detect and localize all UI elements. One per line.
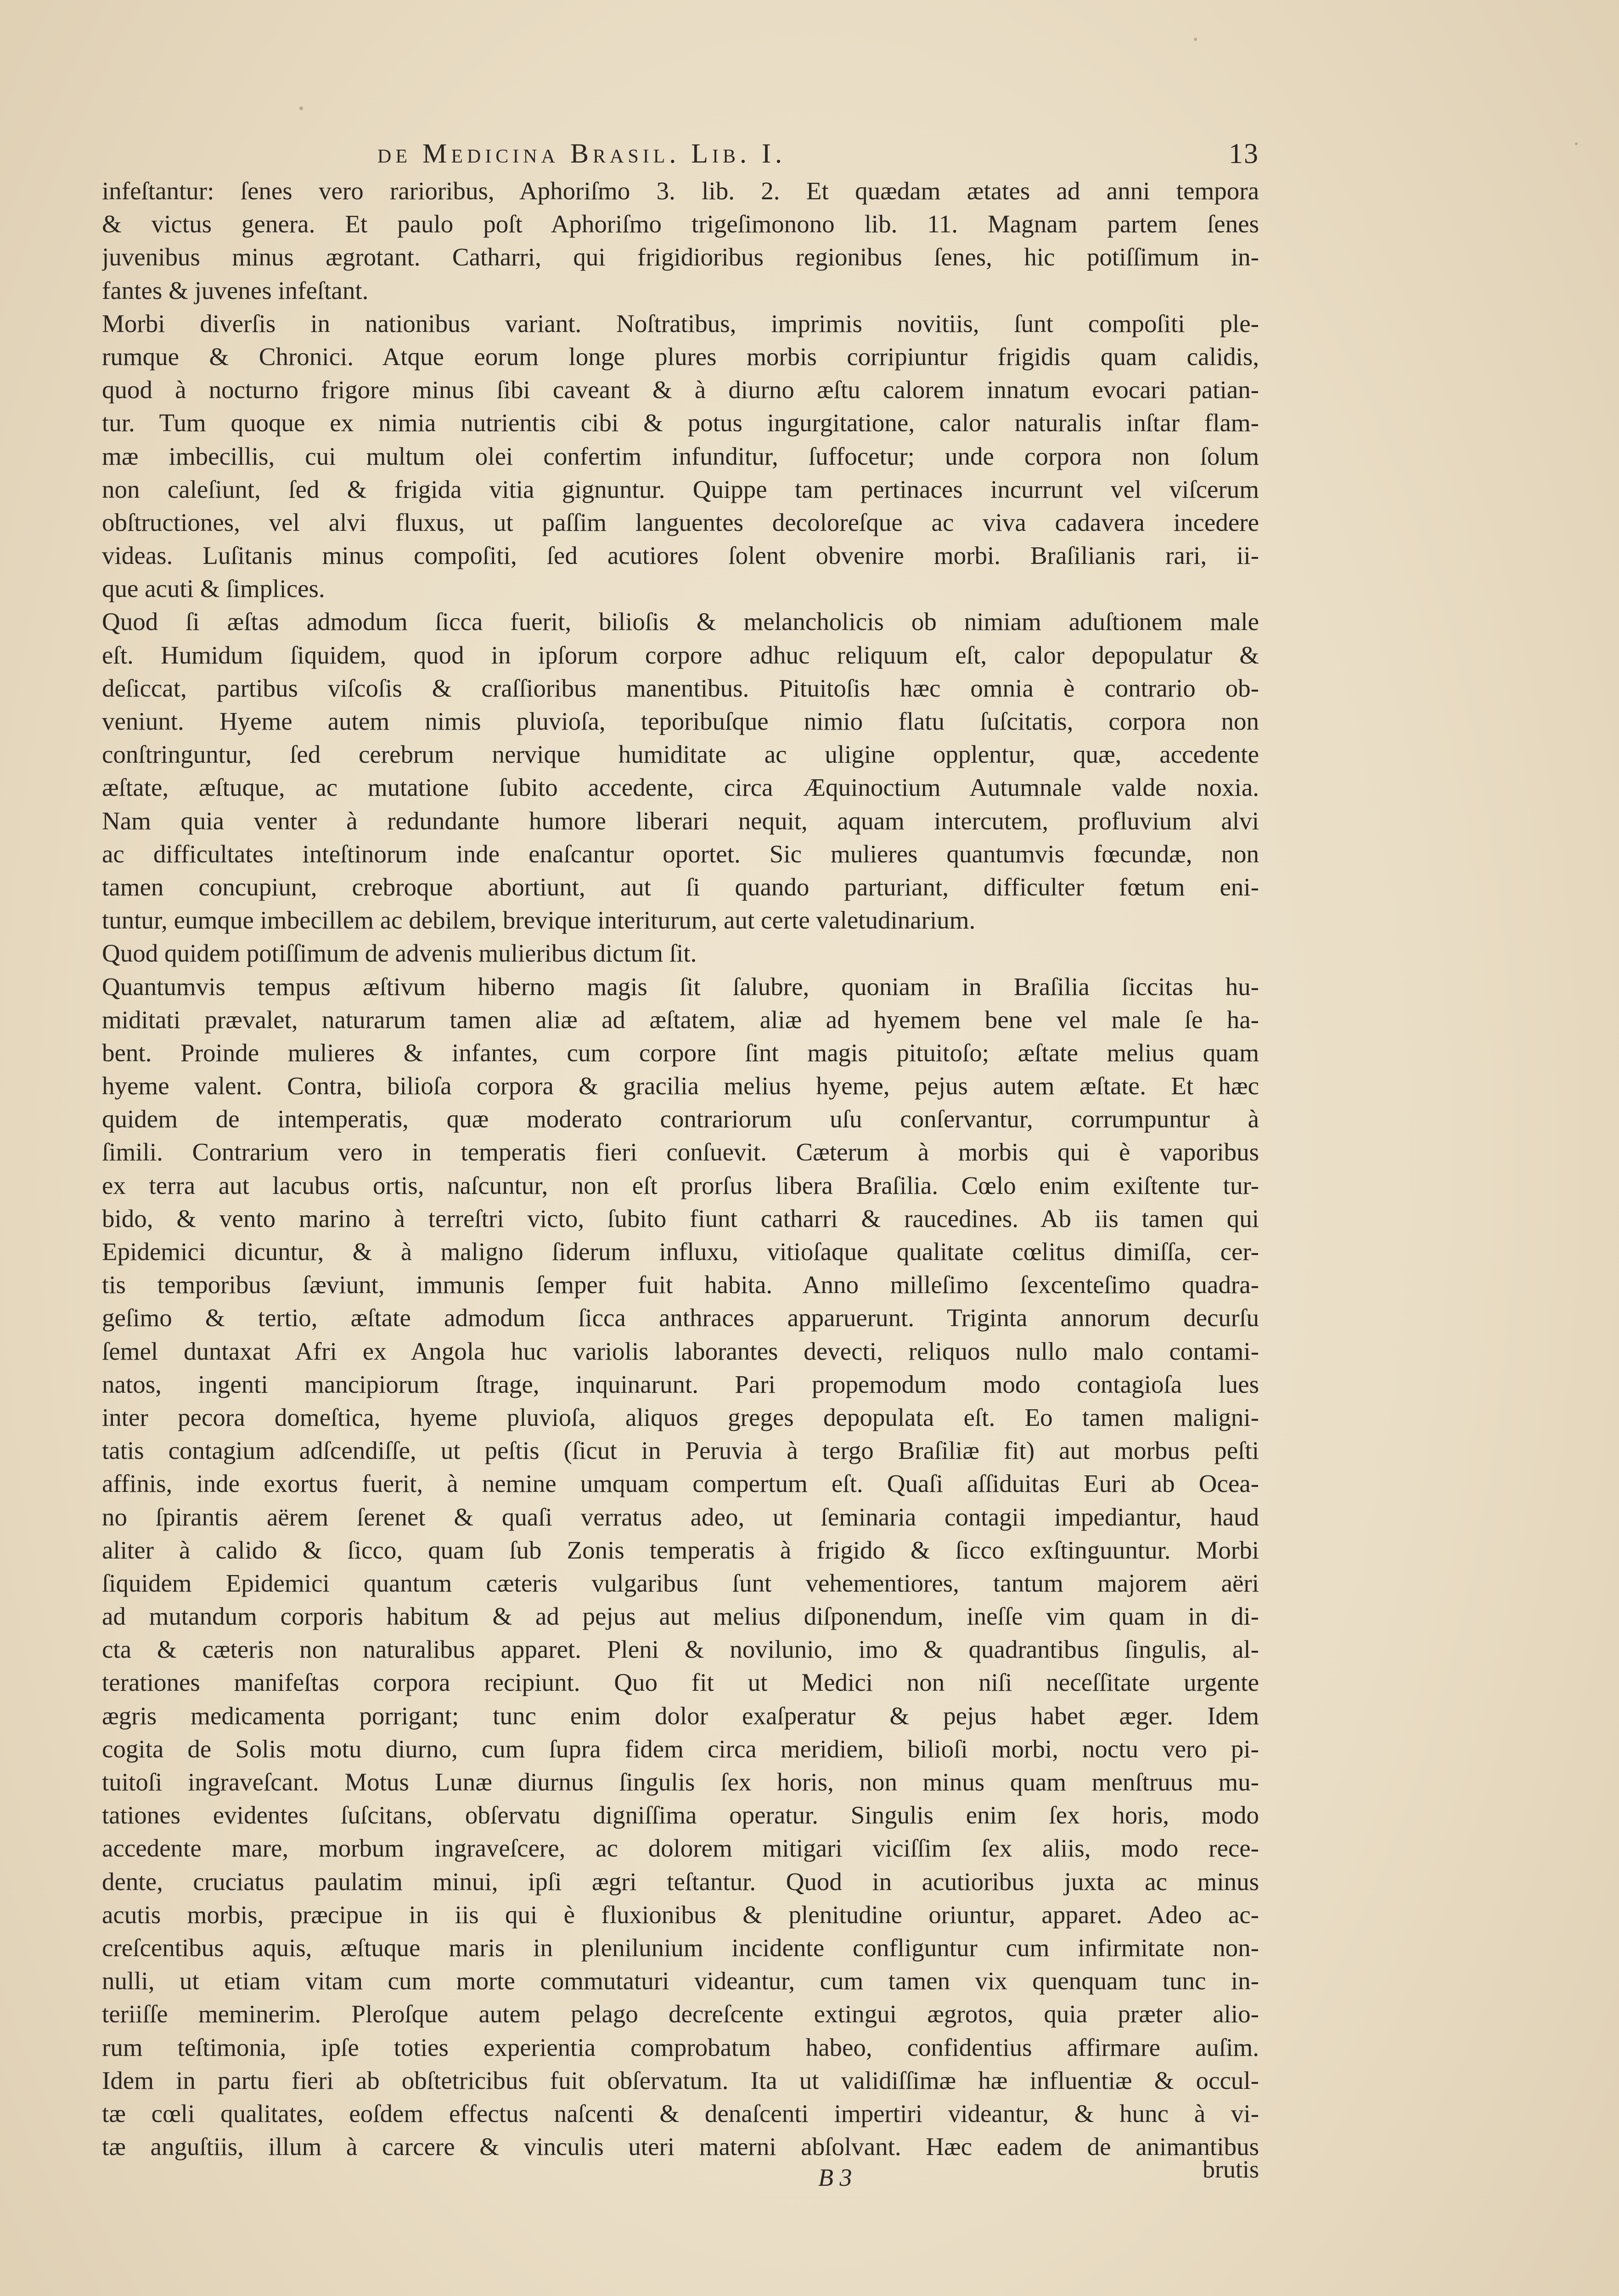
text-line: mæ imbecillis, cui multum olei confertim infunditur, ſuffocetur; unde corpora non ſolum	[102, 442, 1259, 470]
text-line: æſtate, æſtuque, ac mutatione ſubito accedente, circa Æquinoctium Autumnale valde noxia.	[102, 773, 1259, 802]
text-line: obſtructiones, vel alvi fluxus, ut paſſim languentes decoloreſque ac viva cadavera incedere	[102, 508, 1259, 536]
text-line: acutis morbis, præcipue in iis qui è fluxionibus & plenitudine oriuntur, apparet. Adeo ac-	[102, 1900, 1259, 1929]
text-line: tæ anguſtiis, illum à carcere & vinculis uteri materni abſolvant. Hæc eadem de animantibus	[102, 2133, 1259, 2161]
text-line: creſcentibus aquis, æſtuque maris in plenilunium incidente confliguntur cum infirmitate non-	[102, 1933, 1259, 1962]
text-line: & victus genera. Et paulo poſt Aphoriſmo trigeſimonono lib. 11. Magnam partem ſenes	[102, 210, 1259, 238]
text-line: infeſtantur: ſenes vero rarioribus, Aphoriſmo 3. lib. 2. Et quædam ætates ad anni tempora	[102, 177, 1259, 205]
text-line: ægris medicamenta porrigant; tunc enim dolor exaſperatur & pejus habet æger. Idem	[102, 1701, 1259, 1730]
text-line: quidem de intemperatis, quæ moderato contrariorum uſu conſervantur, corrumpuntur à	[102, 1105, 1259, 1133]
text-line: fantes & juvenes infeſtant.	[102, 276, 369, 304]
text-line: teriiſſe meminerim. Pleroſque autem pelago decreſcente extingui ægrotos, quia præter alio-	[102, 2000, 1259, 2028]
text-line: Idem in partu fieri ab obſtetricibus fuit obſervatum. Ita ut validiſſimæ hæ influentiæ & occul-	[102, 2066, 1259, 2094]
text-line: Quantumvis tempus æſtivum hiberno magis ſit ſalubre, quoniam in Braſilia ſiccitas hu-	[102, 972, 1259, 1001]
text-line: Nam quia venter à redundante humore liberari nequit, aquam intercutem, profluvium alvi	[102, 806, 1259, 835]
text-line: cta & cæteris non naturalibus apparet. Pleni & novilunio, imo & quadrantibus ſingulis, al-	[102, 1635, 1259, 1664]
page-number: 13	[1229, 138, 1259, 169]
text-line: cogita de Solis motu diurno, cum ſupra fidem circa meridiem, bilioſi morbi, noctu vero pi-	[102, 1734, 1259, 1763]
text-line: affinis, inde exortus fuerit, à nemine umquam compertum eſt. Quaſi aſſiduitas Euri ab Ocea-	[102, 1469, 1259, 1498]
text-line: conſtringuntur, ſed cerebrum nervique humiditate ac uligine opplentur, quæ, accedente	[102, 740, 1259, 769]
running-head	[102, 133, 1259, 174]
text-line: Quod quidem potiſſimum de advenis mulieribus dictum ſit.	[102, 939, 697, 968]
text-line: dente, cruciatus paulatim minui, ipſi ægri teſtantur. Quod in acutioribus juxta ac minus	[102, 1867, 1259, 1896]
paper-speck	[1194, 38, 1197, 41]
text-line: ſemel duntaxat Afri ex Angola huc variolis laborantes devecti, reliquos nullo malo contami-	[102, 1337, 1259, 1365]
text-line: bent. Proinde mulieres & infantes, cum corpore ſint magis pituitoſo; æſtate melius quam	[102, 1038, 1259, 1067]
text-line: natos, ingenti mancipiorum ſtrage, inquinarunt. Pari propemodum modo contagioſa lues	[102, 1370, 1259, 1398]
text-line: miditati prævalet, naturarum tamen aliæ ad æſtatem, aliæ ad hyemem bene vel male ſe ha-	[102, 1005, 1259, 1034]
text-line: ad mutandum corporis habitum & ad pejus aut melius diſponendum, ineſſe vim quam in di-	[102, 1602, 1259, 1631]
text-line: tur. Tum quoque ex nimia nutrientis cibi & potus ingurgitatione, calor naturalis inſtar flam-	[102, 409, 1259, 437]
text-block	[102, 133, 1259, 2196]
text-line: Morbi diverſis in nationibus variant. Noſtratibus, imprimis novitiis, ſunt compoſiti ple-	[102, 309, 1259, 338]
catchword: brutis	[1202, 2155, 1259, 2183]
text-line: tationes evidentes ſuſcitans, obſervatu digniſſima operatur. Singulis enim ſex horis, modo	[102, 1801, 1259, 1829]
text-line: rumque & Chronici. Atque eorum longe plures morbis corripiuntur frigidis quam calidis,	[102, 342, 1259, 371]
text-line: que acuti & ſimplices.	[102, 574, 325, 603]
text-line: Quod ſi æſtas admodum ſicca fuerit, bilioſis & melancholicis ob nimiam aduſtionem male	[102, 608, 1259, 636]
text-line: non caleſiunt, ſed & frigida vitia gignuntur. Quippe tam pertinaces incurrunt vel viſcerum	[102, 475, 1259, 503]
text-line: tuitoſi ingraveſcant. Motus Lunæ diurnus ſingulis ſex horis, non minus quam menſtruus mu-	[102, 1768, 1259, 1796]
text-line: tæ cœli qualitates, eoſdem effectus naſcenti & denaſcenti impertiri videantur, & hunc à vi-	[102, 2099, 1259, 2127]
text-line: veniunt. Hyeme autem nimis pluvioſa, teporibuſque nimio flatu ſuſcitatis, corpora non	[102, 707, 1259, 735]
catchline	[102, 2155, 1259, 2196]
text-line: Epidemici dicuntur, & à maligno ſiderum influxu, vitioſaque qualitate cœlitus dimiſſa, cer-	[102, 1238, 1259, 1266]
text-line: tamen concupiunt, crebroque abortiunt, aut ſi quando parturiant, difficulter fœtum eni-	[102, 872, 1259, 901]
text-line: tatis contagium adſcendiſſe, ut peſtis (ſicut in Peruvia à tergo Braſiliæ fit) aut morbus peſti	[102, 1436, 1259, 1465]
text-line: tuntur, eumque imbecillem ac debilem, brevique interiturum, aut certe valetudinarium.	[102, 906, 976, 934]
text-line: terationes manifeſtas corpora recipiunt. Quo fit ut Medici non niſi neceſſitate urgente	[102, 1668, 1259, 1697]
text-line: no ſpirantis aërem ſerenet & quaſi verratus adeo, ut ſeminaria contagii impediantur, haud	[102, 1503, 1259, 1531]
signature-mark: B 3	[818, 2164, 852, 2192]
text-line: geſimo & tertio, æſtate admodum ſicca anthraces apparuerunt. Triginta annorum decurſu	[102, 1304, 1259, 1332]
text-line: juvenibus minus ægrotant. Catharri, qui frigidioribus regionibus ſenes, hic potiſſimum in-	[102, 243, 1259, 271]
text-line: aliter à calido & ſicco, quam ſub Zonis temperatis à frigido & ſicco exſtinguuntur. Morbi	[102, 1536, 1259, 1564]
text-line: hyeme valent. Contra, bilioſa corpora & gracilia melius hyeme, pejus autem æſtate. Et hæc	[102, 1072, 1259, 1100]
text-line: ſiquidem Epidemici quantum cæteris vulgaribus ſunt vehementiores, tantum majorem aëri	[102, 1569, 1259, 1597]
text-line: inter pecora domeſtica, hyeme pluvioſa, aliquos greges depopulata eſt. Eo tamen maligni-	[102, 1403, 1259, 1431]
text-line: rum teſtimonia, ipſe toties experientia comprobatum habeo, confidentius affirmare auſim.	[102, 2033, 1259, 2061]
running-title: de Medicina Brasil. Lib. I.	[377, 138, 786, 169]
text-line: videas. Luſitanis minus compoſiti, ſed acutiores ſolent obvenire morbi. Braſilianis rari, ii-	[102, 541, 1259, 570]
paper-speck	[1575, 142, 1578, 145]
text-line: accedente mare, morbum ingraveſcere, ac dolorem mitigari viciſſim ſex aliis, modo rece-	[102, 1834, 1259, 1863]
text-line: nulli, ut etiam vitam cum morte commutaturi videantur, cum tamen vix quenquam tunc in-	[102, 1967, 1259, 1995]
text-line: deſiccat, partibus viſcoſis & craſſioribus manentibus. Pituitoſis hæc omnia è contrario ob-	[102, 674, 1259, 702]
text-line: quod à nocturno frigore minus ſibi caveant & à diurno æſtu calorem innatum evocari patian-	[102, 376, 1259, 404]
paper-speck	[299, 107, 303, 110]
text-line: ac difficultates inteſtinorum inde enaſcantur oportet. Sic mulieres quantumvis fœcundæ, non	[102, 839, 1259, 868]
text-line: tis temporibus ſæviunt, immunis ſemper fuit habita. Anno milleſimo ſexcenteſimo quadra-	[102, 1271, 1259, 1299]
text-line: ſimili. Contrarium vero in temperatis fieri conſuevit. Cæterum à morbis qui è vaporibus	[102, 1138, 1259, 1166]
text-line: eſt. Humidum ſiquidem, quod in ipſorum corpore adhuc reliquum eſt, calor depopulatur &	[102, 641, 1259, 669]
text-line: bido, & vento marino à terreſtri victo, ſubito fiunt catharri & raucedines. Ab iis tamen qui	[102, 1204, 1259, 1232]
body-text	[102, 174, 1259, 2163]
text-line: ex terra aut lacubus ortis, naſcuntur, non eſt prorſus libera Braſilia. Cœlo enim exiſtente tur-	[102, 1171, 1259, 1199]
